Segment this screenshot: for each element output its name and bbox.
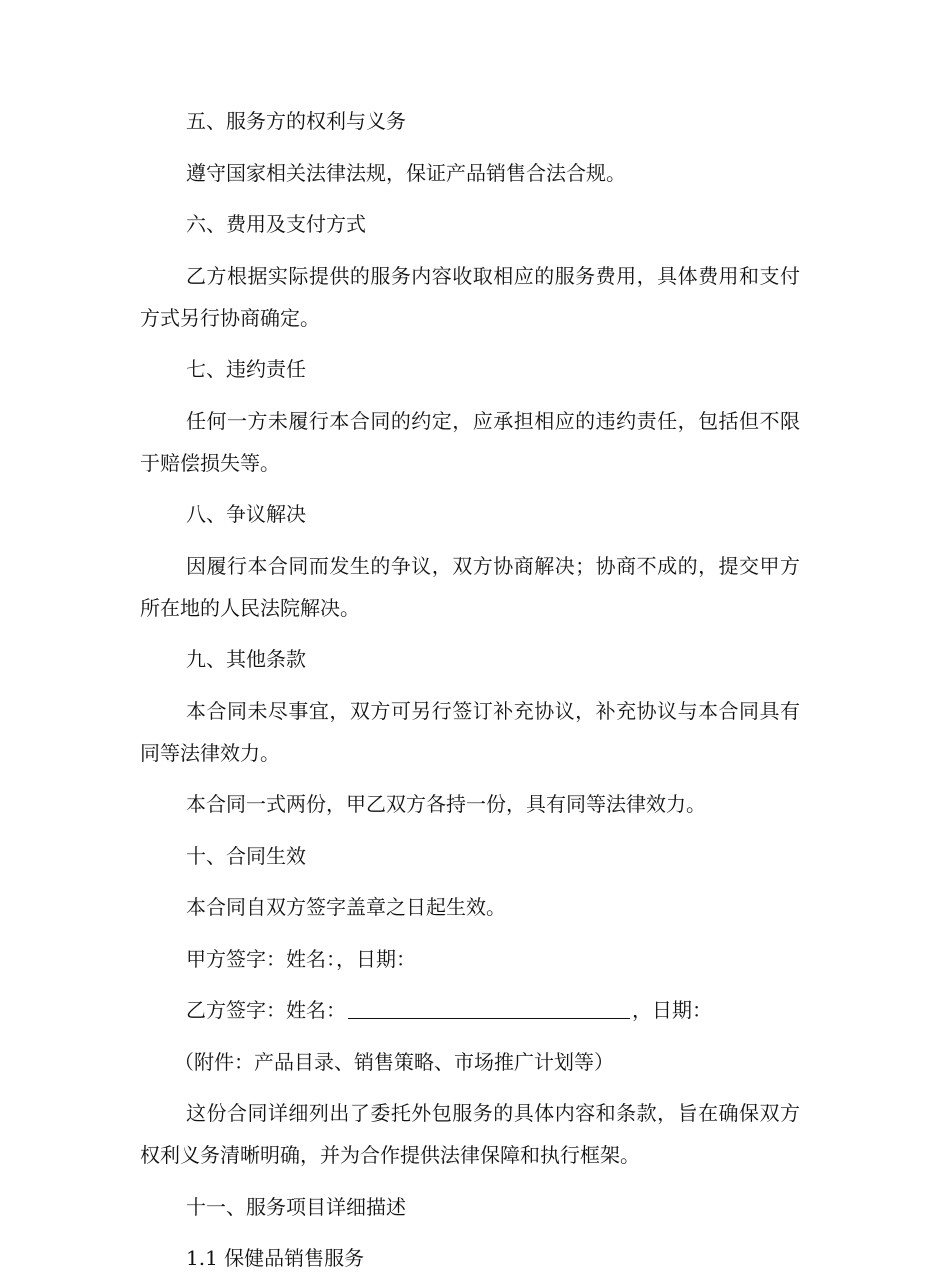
section-7-title: 七、违约责任 [186, 357, 306, 381]
contract-summary: 这份合同详细列出了委托外包服务的具体内容和条款，旨在确保双方权利义务清晰明确，并为合作提供法律保障和执行框架。 [140, 1101, 800, 1167]
section-7-body: 任何一方未履行本合同的约定，应承担相应的违约责任，包括但不限于赔偿损失等。 [140, 408, 800, 475]
party-b-sign-prefix: 乙方签字：姓名： [186, 998, 346, 1022]
party-b-name-blank [348, 996, 630, 1019]
section-6-title: 六、费用及支付方式 [186, 212, 366, 236]
section-5-title: 五、服务方的权利与义务 [186, 109, 406, 133]
section-8-body: 因履行本合同而发生的争议，双方协商解决；协商不成的，提交甲方所在地的人民法院解决。 [140, 553, 800, 620]
document-body [140, 100, 800, 1279]
section-8-title: 八、争议解决 [186, 502, 306, 526]
party-a-signature-line: 甲方签字：姓名：，日期： [186, 946, 416, 971]
section-10-body: 本合同自双方签字盖章之日起生效。 [186, 895, 506, 919]
section-9-title: 九、其他条款 [186, 647, 306, 671]
attachment-note: （附件：产品目录、销售策略、市场推广计划等） [174, 1049, 614, 1074]
party-b-sign-suffix: ，日期： [632, 998, 712, 1022]
section-5-body: 遵守国家相关法律法规，保证产品销售合法合规。 [186, 160, 626, 185]
section-11-title: 十一、服务项目详细描述 [186, 1194, 406, 1219]
section-9-body-2: 本合同一式两份，甲乙双方各持一份，具有同等法律效力。 [186, 792, 706, 816]
section-10-title: 十、合同生效 [186, 843, 306, 868]
section-9-body-1: 本合同未尽事宜，双方可另行签订补充协议，补充协议与本合同具有同等法律效力。 [140, 698, 800, 765]
subsection-1-1-title: 1.1 保健品销售服务 [186, 1246, 365, 1270]
party-b-signature-line [140, 989, 800, 1031]
section-6-body: 乙方根据实际提供的服务内容收取相应的服务费用，具体费用和支付方式另行协商确定。 [140, 263, 800, 330]
